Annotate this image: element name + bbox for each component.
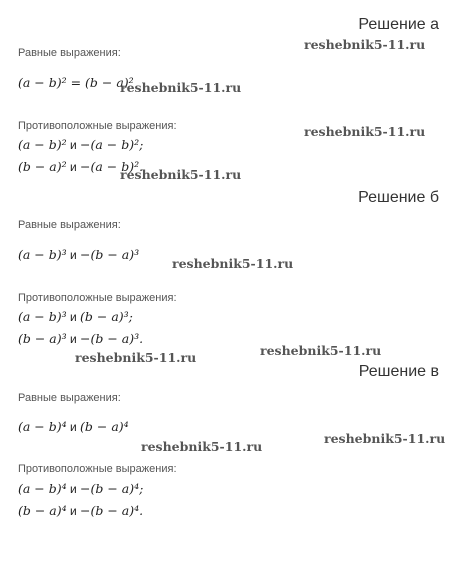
section-c-opposite-line-2: [18, 503, 143, 518]
expression: −(a − b)²;: [80, 137, 144, 152]
expression: (b − a)³;: [80, 309, 133, 324]
conjunction: и: [66, 332, 81, 346]
conjunction: и: [66, 138, 81, 152]
section-b-equal-label: Равные выражения:: [18, 219, 121, 231]
expression: (a − b)⁴: [18, 419, 67, 434]
watermark: reshebnik5-11.ru: [141, 439, 263, 454]
section-c-opposite-label: Противоположные выражения:: [18, 463, 177, 475]
watermark: reshebnik5-11.ru: [304, 124, 426, 139]
watermark: reshebnik5-11.ru: [324, 431, 446, 446]
watermark: reshebnik5-11.ru: [304, 37, 426, 52]
section-a-heading: Решение а: [358, 16, 439, 33]
section-b-opposite-line-2: [18, 331, 143, 346]
expression: (a − b)² = (b − a)²: [18, 75, 134, 90]
expression: −(b − a)³.: [80, 331, 144, 346]
section-c-equal-label: Равные выражения:: [18, 392, 121, 404]
section-b-equal-line: [18, 247, 139, 262]
expression: −(a − b)².: [80, 159, 144, 174]
section-a-equal-label: Равные выражения:: [18, 47, 121, 59]
section-a-opposite-label: Противоположные выражения:: [18, 120, 177, 132]
section-c-heading: Решение в: [358, 363, 439, 380]
expression: (b − a)²: [18, 159, 67, 174]
conjunction: и: [66, 420, 81, 434]
expression: −(b − a)⁴;: [80, 481, 144, 496]
watermark: reshebnik5-11.ru: [75, 350, 197, 365]
section-c-opposite-line-1: [18, 481, 143, 496]
section-b-heading: Решение б: [358, 189, 439, 206]
expression: −(b − a)⁴.: [80, 503, 144, 518]
expression: (a − b)³: [18, 247, 67, 262]
expression: (a − b)⁴: [18, 481, 67, 496]
watermark: reshebnik5-11.ru: [172, 256, 294, 271]
watermark: reshebnik5-11.ru: [260, 343, 382, 358]
expression: (b − a)⁴: [18, 503, 67, 518]
expression: (a − b)³: [18, 309, 67, 324]
section-b-opposite-line-1: [18, 309, 133, 324]
conjunction: и: [66, 248, 81, 262]
conjunction: и: [66, 310, 81, 324]
watermark: reshebnik5-11.ru: [120, 167, 242, 182]
section-c-equal-line: [18, 419, 129, 434]
section-a-equal-line: [18, 75, 134, 90]
watermark: reshebnik5-11.ru: [120, 80, 242, 95]
conjunction: и: [66, 160, 81, 174]
section-a-opposite-line-1: [18, 137, 143, 152]
expression: −(b − a)³: [80, 247, 140, 262]
conjunction: и: [66, 482, 81, 496]
expression: (b − a)³: [18, 331, 67, 346]
section-b-opposite-label: Противоположные выражения:: [18, 292, 177, 304]
expression: (b − a)⁴: [80, 419, 129, 434]
expression: (a − b)²: [18, 137, 67, 152]
conjunction: и: [66, 504, 81, 518]
